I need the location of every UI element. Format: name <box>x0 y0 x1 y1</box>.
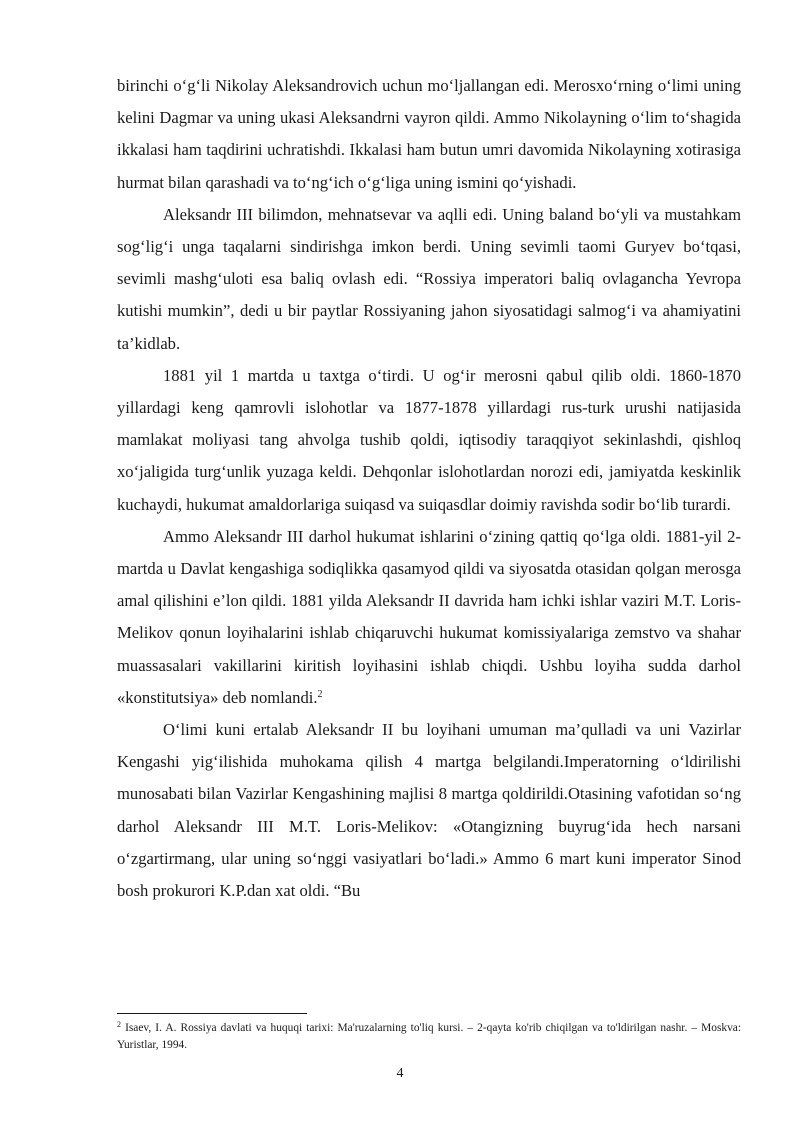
main-text <box>117 70 741 907</box>
paragraph-1: birinchi o‘g‘li Nikolay Aleksandrovich uchun mo‘ljallangan edi. Merosxo‘rning o‘limi uning kelini Dagmar va uning ukasi Aleksandrni vayron qildi. Ammo Nikolayning o‘lim to‘shagida ikkalasi ham taqdirini uchratishdi. Ikkalasi ham butun umri davomida Nikolayning xotirasiga hurmat bilan qarashadi va to‘ng‘ich o‘g‘liga uning ismini qo‘yishadi. <box>117 76 741 192</box>
paragraph-5: O‘limi kuni ertalab Aleksandr II bu loyihani umuman ma’qulladi va uni Vazirlar Kengashi yig‘ilishida muhokama qilish 4 martga belgilandi.Imperatorning o‘ldirilishi munosabati bilan Vazirlar Kengashining majlisi 8 martga qoldirildi.Otasining vafotidan so‘ng darhol Aleksandr III M.T. Loris-Melikov: «Otangizning buyrug‘ida hech narsani o‘zgartirmang, ular uning so‘nggi vasiyatlari bo‘ladi.» Ammo 6 mart kuni imperator Sinod bosh prokurori K.P.dan xat oldi. “Bu <box>117 720 741 901</box>
paragraph-4-text: Ammo Aleksandr III darhol hukumat ishlarini o‘zining qattiq qo‘lga oldi. 1881-yil 2-martda u Davlat kengashiga sodiqlikka qasamyod qildi va siyosatda otasidan qolgan merosga amal qilishini e’lon qildi. 1881 yilda Aleksandr II davrida ham ichki ishlar vaziri M.T. Loris-Melikov qonun loyihalarini ishlab chiqaruvchi hukumat komissiyalariga zemstvo va shahar muassasalari vakillarini kiritish loyihasini ishlab chiqdi. Ushbu loyiha sudda darhol «konstitutsiya» deb nomlandi. <box>117 526 741 707</box>
paragraph-3: 1881 yil 1 martda u taxtga o‘tirdi. U og‘ir merosni qabul qilib oldi. 1860-1870 yillardagi keng qamrovli islohotlar va 1877-1878 yillardagi rus-turk urushi natijasida mamlakat moliyasi tang ahvolga tushib qoldi, iqtisodiy taraqqiyot sekinlashdi, qishloq xo‘jaligida turg‘unlik yuzaga keldi. Dehqonlar islohotlardan norozi edi, jamiyatda keskinlik kuchaydi, hukumat amaldorlariga suiqasd va suiqasdlar doimiy ravishda sodir bo‘lib turardi. <box>117 365 741 514</box>
footnote-divider <box>117 1013 307 1014</box>
footnote-reference[interactable]: 2 <box>317 688 323 700</box>
footnote <box>117 1020 741 1054</box>
paragraph-2: Aleksandr III bilimdon, mehnatsevar va aqlli edi. Uning baland bo‘yli va mustahkam sog‘lig‘i unga taqalarni sindirishga imkon berdi. Uning sevimli taomi Guryev bo‘tqasi, sevimli mashg‘uloti esa baliq ovlash edi. “Rossiya imperatori baliq ovlagancha Yevropa kutishi mumkin”, dedi u bir paytlar Rossiyaning jahon siyosatidagi salmog‘i va ahamiyatini ta’kidlab. <box>117 204 741 353</box>
footnote-marker: 2 <box>117 1020 121 1029</box>
page-number: 4 <box>396 1066 404 1081</box>
footnote-text: Isaev, I. A. Rossiya davlati va huquqi tarixi: Ma'ruzalarning to'liq kursi. – 2-qayta ko'rib chiqilgan va to'ldirilgan nashr. – Moskva: Yuristlar, 1994. <box>117 1022 741 1051</box>
paragraph-4 <box>117 521 741 714</box>
